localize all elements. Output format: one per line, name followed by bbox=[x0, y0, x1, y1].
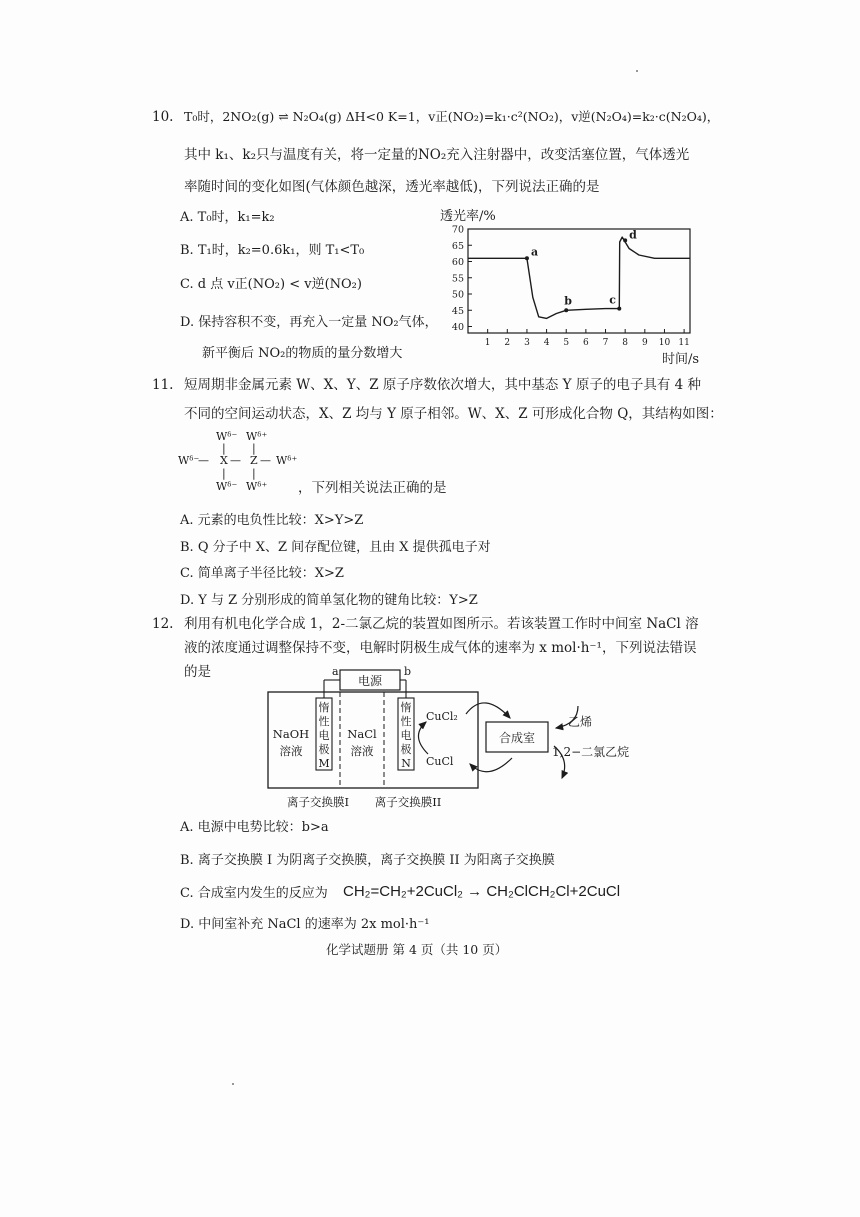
struct-w-bottom-right: Wᵟ⁺ bbox=[246, 480, 268, 493]
cucl-label: CuCl bbox=[426, 755, 454, 768]
x-tick-label: 11 bbox=[678, 338, 690, 348]
q12-option-a: A. 电源中电势比较：b>a bbox=[180, 820, 329, 835]
struct-bond: — bbox=[230, 454, 241, 467]
q12-stem-line3: 的是 bbox=[184, 664, 211, 680]
naoh-solution-label: 溶液 bbox=[279, 744, 303, 758]
struct-w-bottom-left: Wᵟ⁻ bbox=[216, 480, 238, 493]
q12-stem-line2: 液的浓度通过调整保持不变，电解时阴极生成气体的速率为 x mol·h⁻¹，下列说法错误 bbox=[184, 640, 697, 656]
q12-stem-line1: 利用有机电化学合成 1，2-二氯乙烷的装置如图所示。若该装置工作时中间室 NaCl 溶 bbox=[184, 616, 699, 632]
q11-stem-line1: 短周期非金属元素 W、X、Y、Z 原子序数依次增大，其中基态 Y 原子的电子具有 4 种 bbox=[184, 377, 702, 393]
terminal-a: a bbox=[332, 665, 339, 678]
point-a-label: a bbox=[530, 245, 539, 259]
electrode-char: M bbox=[318, 757, 330, 770]
q11-stem-after-structure: ，下列相关说法正确的是 bbox=[298, 480, 447, 496]
y-tick-label: 40 bbox=[451, 322, 464, 333]
q11-option-d: D. Y 与 Z 分别形成的简单氢化物的键角比较：Y>Z bbox=[180, 593, 478, 608]
struct-w-top-right: Wᵟ⁺ bbox=[246, 430, 268, 443]
x-tick-label: 4 bbox=[543, 338, 550, 348]
q12-option-d: D. 中间室补充 NaCl 的速率为 2x mol·h⁻¹ bbox=[180, 917, 430, 932]
ethylene-label: 乙烯 bbox=[568, 715, 593, 729]
struct-bond: | bbox=[252, 467, 256, 480]
x-tick-label: 7 bbox=[602, 338, 609, 348]
q12-option-c: C. 合成室内发生的反应为 bbox=[180, 886, 328, 901]
electrode-char: 惰 bbox=[400, 701, 412, 714]
electrode-m-label bbox=[318, 700, 329, 770]
struct-atom-z: Z bbox=[250, 454, 258, 467]
x-tick-label: 6 bbox=[583, 338, 589, 348]
electrode-char: 极 bbox=[400, 743, 412, 756]
point-a-marker bbox=[525, 256, 529, 260]
x-tick-label: 8 bbox=[622, 338, 629, 348]
electrode-char: 电 bbox=[318, 729, 330, 742]
point-c-marker bbox=[617, 307, 621, 311]
point-d-marker bbox=[623, 238, 627, 242]
q10-stem-line1: T₀时，2NO₂(g) ⇌ N₂O₄(g) ΔH<0 K=1，v正(NO₂)=k₁·c²(NO₂)，v逆(N₂O₄)=k₂·c(N₂O₄)， bbox=[184, 109, 720, 124]
electrode-char: 惰 bbox=[318, 701, 330, 714]
x-axis-label: 时间/s bbox=[662, 352, 700, 365]
q10-option-a: A. T₀时，k₁=k₂ bbox=[180, 210, 275, 225]
q10-stem-line3: 率随时间的变化如图(气体颜色越深，透光率越低)，下列说法正确的是 bbox=[184, 179, 600, 195]
electrode-char: 电 bbox=[400, 729, 412, 742]
naoh-label: NaOH bbox=[272, 727, 310, 741]
electrode-n-label bbox=[401, 700, 412, 770]
q10-option-c: C. d 点 v正(NO₂) < v逆(NO₂) bbox=[180, 277, 362, 292]
struct-w-top-left: Wᵟ⁻ bbox=[216, 430, 238, 443]
membrane-2-label: 离子交换膜II bbox=[374, 795, 442, 809]
scan-speck bbox=[636, 70, 638, 72]
y-tick-label: 45 bbox=[451, 305, 464, 317]
transmittance-chart bbox=[440, 205, 710, 365]
synthesis-room-label: 合成室 bbox=[498, 731, 536, 745]
struct-bond: — bbox=[198, 454, 209, 467]
y-axis-label: 透光率/% bbox=[440, 209, 496, 224]
q12-option-c-formula: CH₂=CH₂+2CuCl₂ → CH₂ClCH₂Cl+2CuCl bbox=[343, 883, 621, 900]
x-tick-label: 1 bbox=[484, 338, 491, 348]
electrode-char: 性 bbox=[400, 715, 412, 728]
x-tick-label: 5 bbox=[563, 338, 570, 348]
scan-speck bbox=[232, 1083, 234, 1085]
point-b-marker bbox=[564, 308, 568, 312]
page-footer: 化学试题册 第 4 页（共 10 页） bbox=[326, 942, 508, 957]
cucl2-label: CuCl₂ bbox=[426, 710, 458, 723]
struct-bond: | bbox=[252, 442, 256, 455]
terminal-b: b bbox=[404, 665, 412, 678]
q12-number: 12. bbox=[152, 616, 174, 632]
q10-number: 10. bbox=[152, 109, 174, 125]
y-tick-label: 65 bbox=[451, 240, 464, 252]
x-tick-label: 10 bbox=[658, 338, 671, 348]
point-b-label: b bbox=[564, 294, 572, 308]
q11-stem-line2: 不同的空间运动状态，X、Z 均与 Y 原子相邻。W、X、Z 可形成化合物 Q，其结构如图： bbox=[184, 406, 723, 422]
struct-w-left: Wᵟ⁻ bbox=[178, 454, 200, 467]
series-line bbox=[468, 237, 690, 318]
struct-bond: | bbox=[222, 467, 226, 480]
electrode-char: N bbox=[401, 757, 411, 770]
point-c-label: c bbox=[609, 293, 616, 307]
q10-option-b: B. T₁时，k₂=0.6k₁，则 T₁<T₀ bbox=[180, 243, 365, 258]
electrolysis-diagram bbox=[260, 664, 680, 814]
x-tick-label: 3 bbox=[524, 338, 530, 348]
y-tick-label: 50 bbox=[451, 289, 464, 301]
y-tick-label: 60 bbox=[451, 257, 464, 268]
product-label: 1,2−二氯乙烷 bbox=[552, 745, 630, 759]
structure-q bbox=[178, 430, 298, 494]
struct-bond: | bbox=[222, 442, 226, 455]
struct-atom-x: X bbox=[220, 454, 228, 467]
x-tick-label: 2 bbox=[504, 338, 511, 348]
curved-arrow bbox=[470, 758, 512, 772]
nacl-solution-label: 溶液 bbox=[350, 744, 374, 758]
struct-w-right: Wᵟ⁺ bbox=[276, 454, 298, 467]
y-tick-label: 55 bbox=[451, 273, 464, 285]
curved-arrow bbox=[418, 722, 428, 754]
q10-stem-line2: 其中 k₁、k₂只与温度有关，将一定量的NO₂充入注射器中，改变活塞位置，气体透光 bbox=[184, 147, 690, 163]
curved-arrow bbox=[466, 703, 510, 718]
x-tick-label: 9 bbox=[641, 338, 648, 348]
q11-number: 11. bbox=[152, 377, 174, 393]
electrode-char: 性 bbox=[318, 715, 330, 728]
y-tick-label: 70 bbox=[451, 224, 464, 236]
nacl-label: NaCl bbox=[347, 727, 377, 741]
power-source-label: 电源 bbox=[357, 674, 383, 688]
q11-option-a: A. 元素的电负性比较：X>Y>Z bbox=[180, 513, 364, 528]
membrane-1-label: 离子交换膜I bbox=[286, 795, 350, 809]
q12-option-b: B. 离子交换膜 I 为阴离子交换膜，离子交换膜 II 为阳离子交换膜 bbox=[180, 853, 555, 868]
q10-option-d-cont: 新平衡后 NO₂的物质的量分数增大 bbox=[202, 346, 403, 361]
struct-bond: — bbox=[260, 454, 271, 467]
point-d-label: d bbox=[629, 228, 637, 242]
q11-option-c: C. 简单离子半径比较：X>Z bbox=[180, 566, 344, 581]
electrode-char: 极 bbox=[318, 743, 330, 756]
plot-frame bbox=[468, 229, 690, 333]
q11-option-b: B. Q 分子中 X、Z 间存配位键，且由 X 提供孤电子对 bbox=[180, 540, 491, 555]
q10-option-d: D. 保持容积不变，再充入一定量 NO₂气体， bbox=[180, 315, 438, 330]
